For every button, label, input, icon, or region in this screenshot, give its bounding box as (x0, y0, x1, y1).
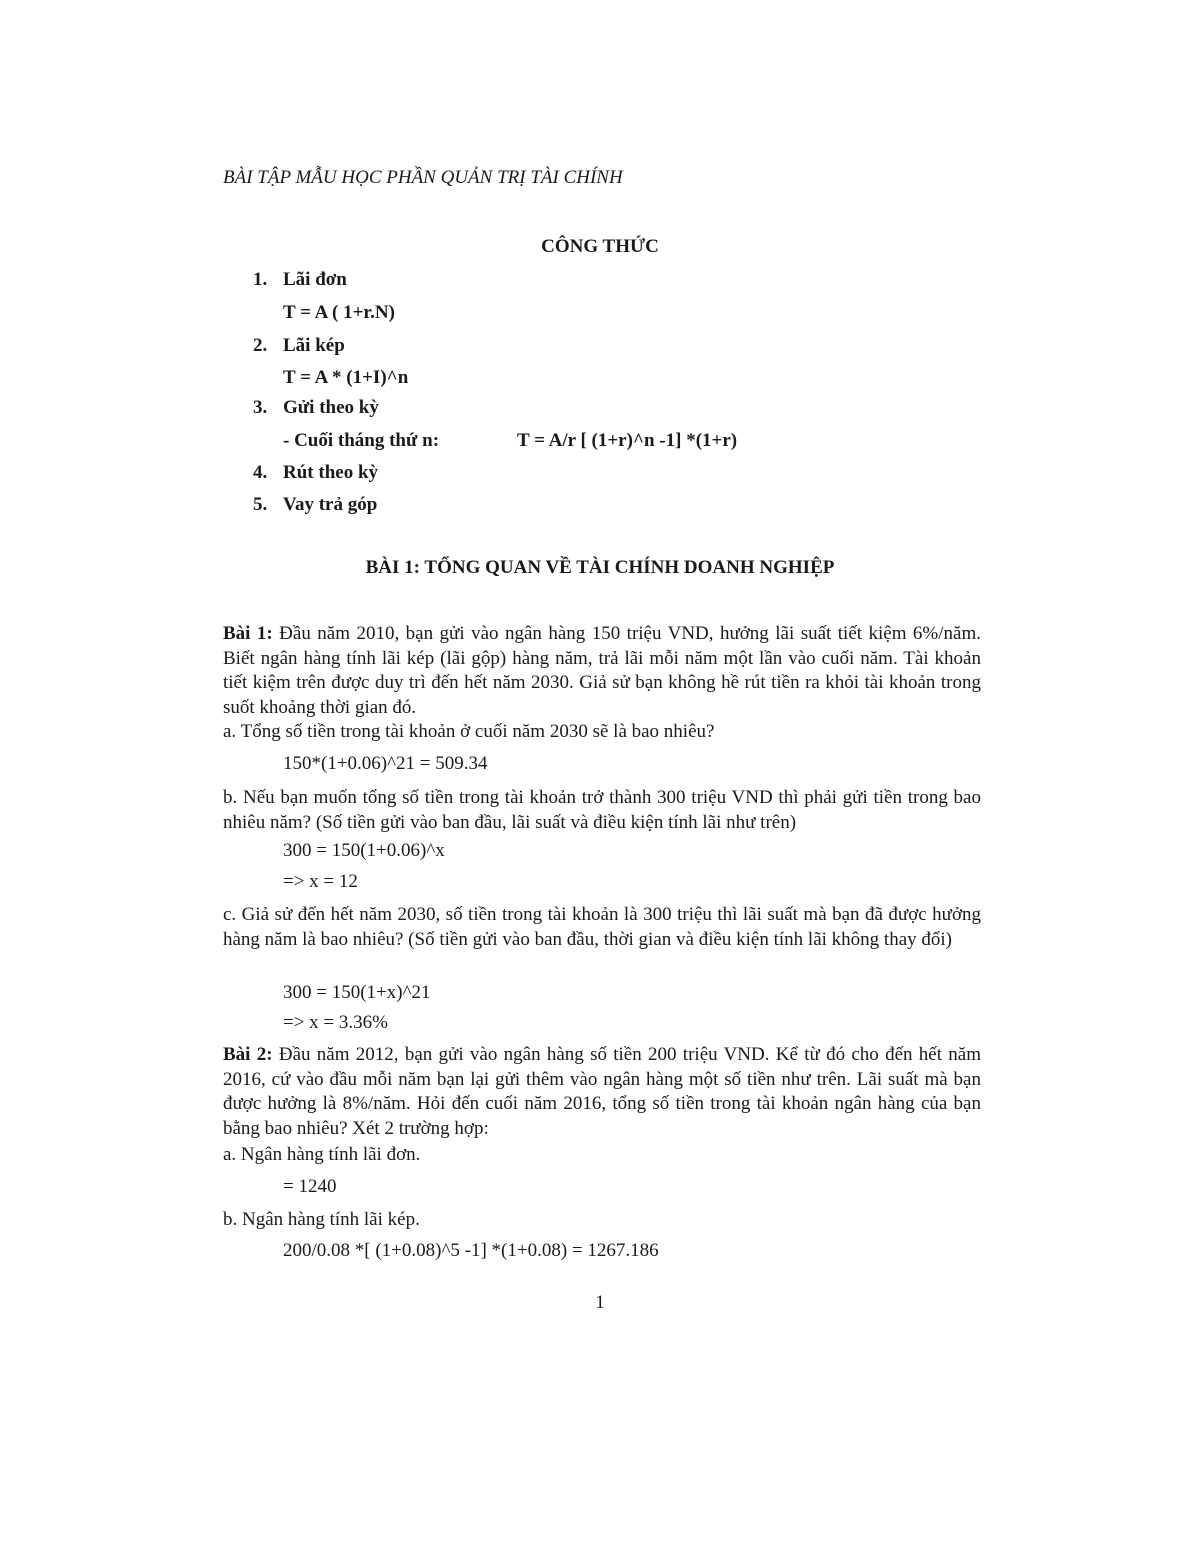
formula-sub-label: - Cuối tháng thứ n: (283, 430, 440, 451)
formula-item-number: 3. (253, 397, 268, 418)
exercise-2-question-a: a. Ngân hàng tính lãi đơn. (223, 1144, 421, 1165)
formula-item-3 (253, 397, 379, 419)
exercise-1-label: Bài 1: (223, 623, 273, 644)
exercise-2-label: Bài 2: (223, 1044, 273, 1065)
formula-item-number: 2. (253, 335, 268, 356)
section-title: BÀI 1: TỔNG QUAN VỀ TÀI CHÍNH DOANH NGHIỆP (365, 557, 835, 578)
exercise-1-question-a: a. Tổng số tiền trong tài khoản ở cuối năm 2030 sẽ là bao nhiêu? (223, 721, 715, 742)
exercise-2-question-b: b. Ngân hàng tính lãi kép. (223, 1209, 420, 1230)
formula-item-2 (253, 335, 345, 357)
exercise-1-body: Đầu năm 2010, bạn gửi vào ngân hàng 150 triệu VND, hưởng lãi suất tiết kiệm 6%/năm. Biết ngân hàng tính lãi kép (lãi gộp) hàng năm, trả lãi mỗi năm một lần vào cuối năm. Tài khoản tiết kiệm trên được duy trì đến hết năm 2030. Giả sử bạn không hề rút tiền ra khỏi tài khoản trong suốt khoảng thời gian đó. (223, 623, 981, 718)
formula-item-label: Lãi kép (283, 335, 345, 356)
exercise-1-text (223, 622, 981, 720)
document-header: BÀI TẬP MẪU HỌC PHẦN QUẢN TRỊ TÀI CHÍNH (223, 167, 623, 188)
formula-simple-interest: T = A ( 1+r.N) (283, 302, 395, 323)
exercise-1-answer-c-equation: 300 = 150(1+x)^21 (283, 982, 431, 1003)
exercise-1-question-b: b. Nếu bạn muốn tổng số tiền trong tài khoản trở thành 300 triệu VND thì phải gửi tiền trong bao nhiêu năm? (Số tiền gửi vào ban đầu, lãi suất và điều kiện tính lãi như trên) (223, 787, 981, 833)
formula-item-label: Lãi đơn (283, 269, 347, 290)
formulas-title: CÔNG THỨC (541, 236, 659, 257)
formula-item-label: Rút theo kỳ (283, 462, 379, 483)
formula-compound-interest: T = A * (1+I)^n (283, 367, 409, 388)
formula-item-label: Gửi theo kỳ (283, 397, 379, 418)
exercise-1-answer-c-result: => x = 3.36% (283, 1012, 388, 1033)
formula-sub-expression: T = A/r [ (1+r)^n -1] *(1+r) (517, 430, 738, 451)
formula-item-label: Vay trả góp (283, 494, 378, 515)
exercise-1-answer-b-result: => x = 12 (283, 871, 358, 892)
exercise-1-answer-b-equation: 300 = 150(1+0.06)^x (283, 840, 445, 861)
exercise-2-text (223, 1043, 981, 1141)
formula-item-5 (253, 494, 377, 516)
formula-item-number: 5. (253, 494, 268, 515)
exercise-2-body: Đầu năm 2012, bạn gửi vào ngân hàng số tiền 200 triệu VND. Kể từ đó cho đến hết năm 2016, cứ vào đầu mỗi năm bạn lại gửi thêm vào ngân hàng một số tiền như trên. Lãi suất mà bạn được hưởng là 8%/năm. Hỏi đến cuối năm 2016, tổng số tiền trong tài khoản ngân hàng của bạn bằng bao nhiêu? Xét 2 trường hợp: (223, 1044, 981, 1139)
formula-item-number: 1. (253, 269, 268, 290)
formula-item-number: 4. (253, 462, 268, 483)
exercise-2-answer-b: 200/0.08 *[ (1+0.08)^5 -1] *(1+0.08) = 1267.186 (283, 1240, 659, 1261)
exercise-1-question-c: c. Giả sử đến hết năm 2030, số tiền trong tài khoản là 300 triệu thì lãi suất mà bạn đã được hưởng hàng năm là bao nhiêu? (Số tiền gửi vào ban đầu, thời gian và điều kiện tính lãi không thay đổi) (223, 904, 981, 950)
formula-item-4 (253, 462, 378, 484)
exercise-2-answer-a: = 1240 (283, 1176, 337, 1197)
formula-item-1 (253, 269, 347, 291)
exercise-1-answer-a: 150*(1+0.06)^21 = 509.34 (283, 753, 488, 774)
page-number: 1 (595, 1292, 605, 1313)
formula-periodic-deposit (283, 430, 738, 452)
